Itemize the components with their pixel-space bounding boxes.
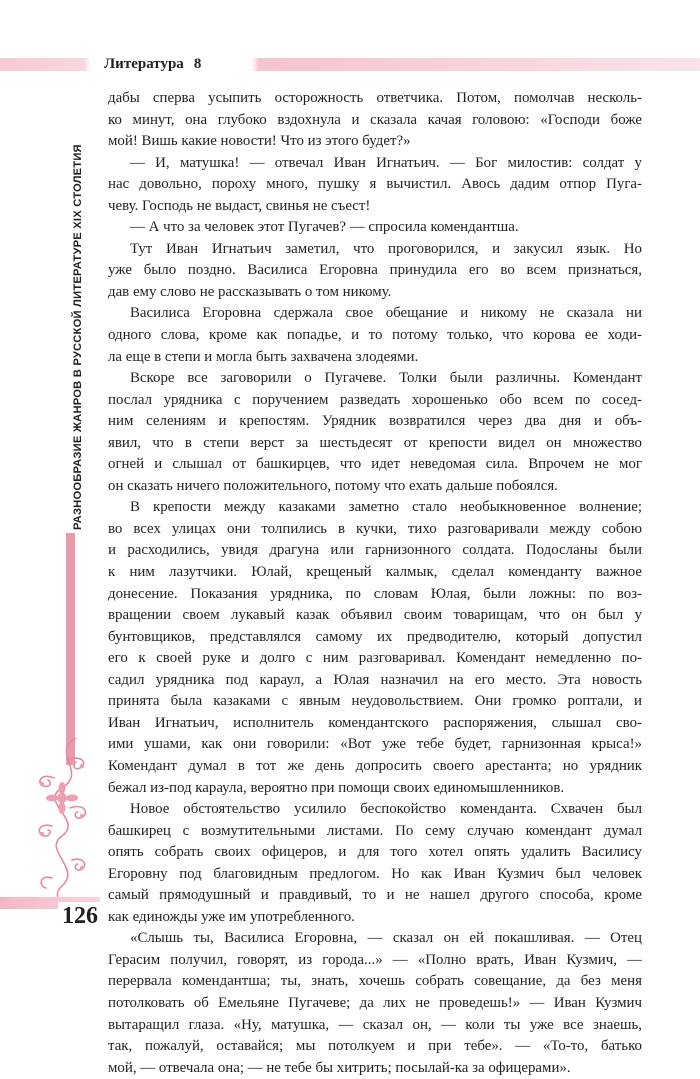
- text-line: Новое обстоятельство усилило беспокойство коменданта. Схвачен был: [130, 801, 642, 818]
- text-line: донесение. Показания урядника, по словам Юлая, были ложны: по воз-: [108, 585, 642, 602]
- text-line: дабы сперва усыпить осторожность ответчика. Потом, помолчав несколь-: [108, 90, 642, 106]
- text-line: «Слышь ты, Василиса Егоровна, — сказал он ей покашливая. — Отец: [130, 930, 642, 947]
- text-line: самый прямодушный и правдивый, то и не нашел другого способа, кроме: [108, 887, 642, 904]
- text-line: Егоровну под благовидным предлогом. Но как Иван Кузмич был человек: [108, 865, 642, 882]
- text-line: бежал из-под караула, вероятно при помощи своих единомышленников.: [108, 779, 565, 796]
- paragraph: [108, 928, 642, 1079]
- text-line: как единожды уже им употребленного.: [108, 908, 355, 925]
- text-line: чеву. Господь не выдаст, свинья не съест!: [108, 197, 371, 214]
- text-line: дав ему слово не рассказывать о том никому.: [108, 283, 392, 300]
- text-line: башкирец с возмутительными листами. По сему случаю комендант думал: [108, 822, 642, 839]
- text-line: Герасим получил, говорят, из города...» — «Полно врать, Иван Кузмич, —: [108, 951, 642, 968]
- subject-title: Литература: [104, 56, 184, 72]
- text-line: ко минут, она глубоко вздохнула и сказала качая головою: «Господи боже: [108, 111, 642, 128]
- text-line: Василиса Егоровна сдержала свое обещание и никому не сказала ни: [130, 305, 642, 322]
- text-line: принята была казаками с явным неудовольствием. Они громко роптали, и: [108, 693, 642, 710]
- text-line: перервала комендантша; ты, знать, хочешь собрать совещание, да без меня: [108, 973, 642, 990]
- paragraph: [108, 88, 642, 153]
- text-line: его к своей руке и долго с ним разговаривал. Комендант немедленно по-: [108, 650, 642, 667]
- paragraph: [108, 368, 642, 497]
- text-line: ла еще в степи и могла быть захвачена злодеями.: [108, 348, 419, 365]
- paragraph: [108, 153, 642, 218]
- page-number: 126: [58, 902, 102, 930]
- text-line: послал урядника с поручением разведать хорошенько обо всем по сосед-: [108, 391, 642, 408]
- grade-number: 8: [193, 56, 202, 72]
- text-line: В крепости между казаками заметно стало необыкновенное волнение;: [130, 499, 642, 516]
- text-line: опять собрать своих офицеров, и для того хотел опять удалить Василису: [108, 844, 642, 861]
- text-line: во всех улицах они толпились в кучки, тихо разговаривали между собою: [108, 520, 642, 537]
- text-line: мой, — отвечала она; — не тебе бы хитрить; посылай-ка за офицерами».: [108, 1059, 571, 1076]
- running-header: [102, 54, 209, 74]
- paragraph: [108, 799, 642, 928]
- paragraph: [108, 497, 642, 799]
- text-line: к ним лазутчики. Юлай, крещеный калмык, сделал коменданту важное: [108, 564, 642, 581]
- text-line: он сказать ничего положительного, потому что ехать дальше побоялся.: [108, 477, 558, 494]
- text-line: Тут Иван Игнатьич заметил, что проговорился, и закусил язык. Но: [130, 240, 642, 257]
- text-line: так, пожалуй, оставайся; мы потолкуем и при тебе». — «То-то, батько: [108, 1038, 642, 1055]
- text-line: нас довольно, пороху много, пушку я вычистил. Авось дадим отпор Пуга-: [108, 176, 642, 193]
- text-line: огней и слышал от башкирцев, что идет неведомая сила. Впрочем не мог: [108, 456, 642, 473]
- text-line: Иван Игнатьич, исполнитель комендантского распоряжения, слышал сво-: [108, 714, 642, 731]
- text-line: Вскоре все заговорили о Пугачеве. Толки были различны. Комендант: [130, 370, 642, 387]
- text-line: потолковать об Емельяне Пугачеве; да лих не проведешь!» — Иван Кузмич: [108, 994, 642, 1011]
- text-line: — И, матушка! — отвечал Иван Игнатьич. — Бог милостив: солдат у: [130, 154, 642, 171]
- text-line: мой! Вишь какие новости! Что из этого будет?»: [108, 133, 411, 150]
- body-text: [108, 88, 642, 1079]
- text-line: и расходились, увидя драгуна или гарнизонного солдата. Подосланы были: [108, 542, 642, 559]
- text-line: ним селениям и крепостям. Урядник возвратился через два дня и объ-: [108, 413, 642, 430]
- paragraph: [108, 217, 642, 239]
- floral-ornament-icon: [32, 738, 94, 918]
- text-line: вращении своем лукавый казак объявил своим товарищам, что он был у: [108, 607, 642, 624]
- paragraph: [108, 303, 642, 368]
- text-line: садил урядника под караул, а Юлая назначил на его место. Эта новость: [108, 671, 642, 688]
- text-line: вытаращил глаза. «Ну, матушка, — сказал он, — коли ты уже все знаешь,: [108, 1016, 642, 1033]
- text-line: уже было поздно. Василиса Егоровна принудила его во всем признаться,: [108, 262, 642, 279]
- text-line: Комендант думал в тот же день допросить своего арестанта; но урядник: [108, 757, 642, 774]
- section-side-label: РАЗНООБРАЗИЕ ЖАНРОВ В РУССКОЙ ЛИТЕРАТУРЕ XIX СТОЛЕТИЯ: [72, 144, 84, 530]
- text-line: — А что за человек этот Пугачев? — спросила комендантша.: [130, 219, 519, 236]
- text-line: бунтовщиков, представлялся самому их предводителю, который допустил: [108, 628, 642, 645]
- text-line: ими ушами, как они говорили: «Вот уже тебе будет, гарнизонная крыса!»: [108, 736, 642, 753]
- paragraph: [108, 239, 642, 304]
- text-line: явил, что в степи верст за шестьдесят от крепости видел он множество: [108, 434, 642, 451]
- side-accent-strip: [66, 533, 75, 765]
- text-line: одного слова, кроме как попадье, и то потому только, что корова ее ходи-: [108, 327, 642, 344]
